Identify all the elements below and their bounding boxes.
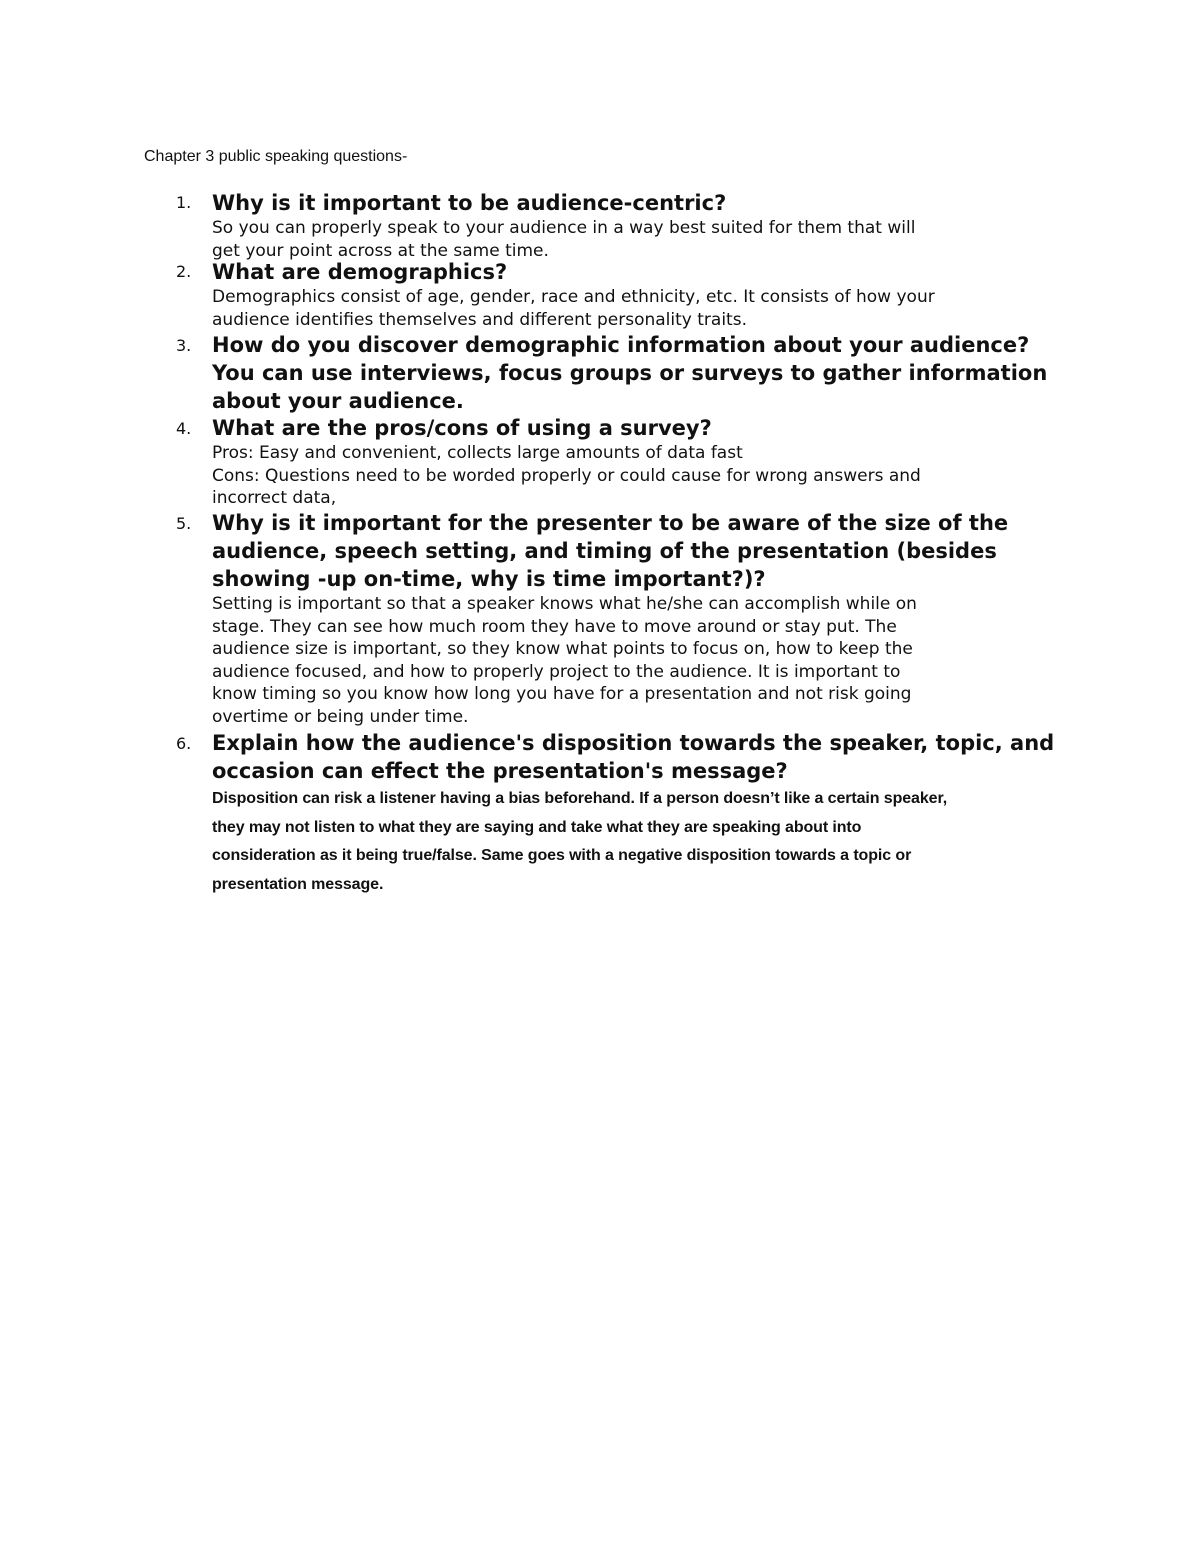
answer-line: Cons: Questions need to be worded properly or could cause for wrong answers and [212, 465, 921, 486]
item-body [212, 258, 1062, 331]
answer-line: overtime or being under time. [212, 706, 469, 727]
answer-line: incorrect data, [212, 488, 337, 508]
question-text: audience, speech setting, and timing of the presentation (besides [212, 539, 997, 563]
answer-line: presentation message. [212, 875, 384, 893]
item-body [212, 414, 1062, 510]
item-body [212, 729, 1062, 899]
answer-line: get your point across at the same time. [212, 240, 549, 261]
item-number: 2. [176, 262, 192, 281]
document-title: Chapter 3 public speaking questions- [144, 148, 408, 165]
question-text: How do you discover demographic information about your audience? [212, 333, 1030, 357]
item-number: 6. [176, 734, 192, 753]
question-text: What are demographics? [212, 260, 508, 284]
answer-line: stage. They can see how much room they have to move around or stay put. The [212, 616, 897, 637]
item-number: 3. [176, 336, 192, 355]
question-text: Explain how the audience's disposition towards the speaker, topic, and [212, 731, 1055, 755]
item-number: 5. [176, 514, 192, 533]
answer-line: You can use interviews, focus groups or surveys to gather information [212, 361, 1048, 385]
item-number: 1. [176, 193, 192, 212]
answer-line: Demographics consist of age, gender, race and ethnicity, etc. It consists of how your [212, 287, 935, 307]
question-text: Why is it important to be audience-centric? [212, 191, 727, 215]
item-body [212, 189, 1062, 262]
answer-line: audience focused, and how to properly project to the audience. It is important to [212, 661, 901, 682]
answer-line: Setting is important so that a speaker knows what he/she can accomplish while on [212, 594, 917, 614]
answer-line: audience identifies themselves and different personality traits. [212, 309, 747, 330]
answer-line: they may not listen to what they are saying and take what they are speaking about into [212, 818, 862, 836]
item-body [212, 331, 1062, 415]
answer-line: audience size is important, so they know what points to focus on, how to keep the [212, 639, 913, 659]
question-text: Why is it important for the presenter to be aware of the size of the [212, 511, 1009, 535]
answer-line: So you can properly speak to your audience in a way best suited for them that will [212, 218, 916, 238]
item-number: 4. [176, 419, 192, 438]
answer-line: Disposition can risk a listener having a bias beforehand. If a person doesn’t like a certain speaker, [212, 790, 948, 807]
answer-line: about your audience. [212, 389, 464, 413]
question-text: What are the pros/cons of using a survey? [212, 416, 712, 440]
question-text: showing -up on-time, why is time important?)? [212, 567, 766, 591]
item-body [212, 509, 1062, 728]
answer-line: consideration as it being true/false. Same goes with a negative disposition towards a topic or [212, 847, 912, 864]
answer-line: know timing so you know how long you have for a presentation and not risk going [212, 684, 912, 704]
question-text: occasion can effect the presentation's message? [212, 759, 788, 783]
answer-line: Pros: Easy and convenient, collects large amounts of data fast [212, 443, 743, 463]
